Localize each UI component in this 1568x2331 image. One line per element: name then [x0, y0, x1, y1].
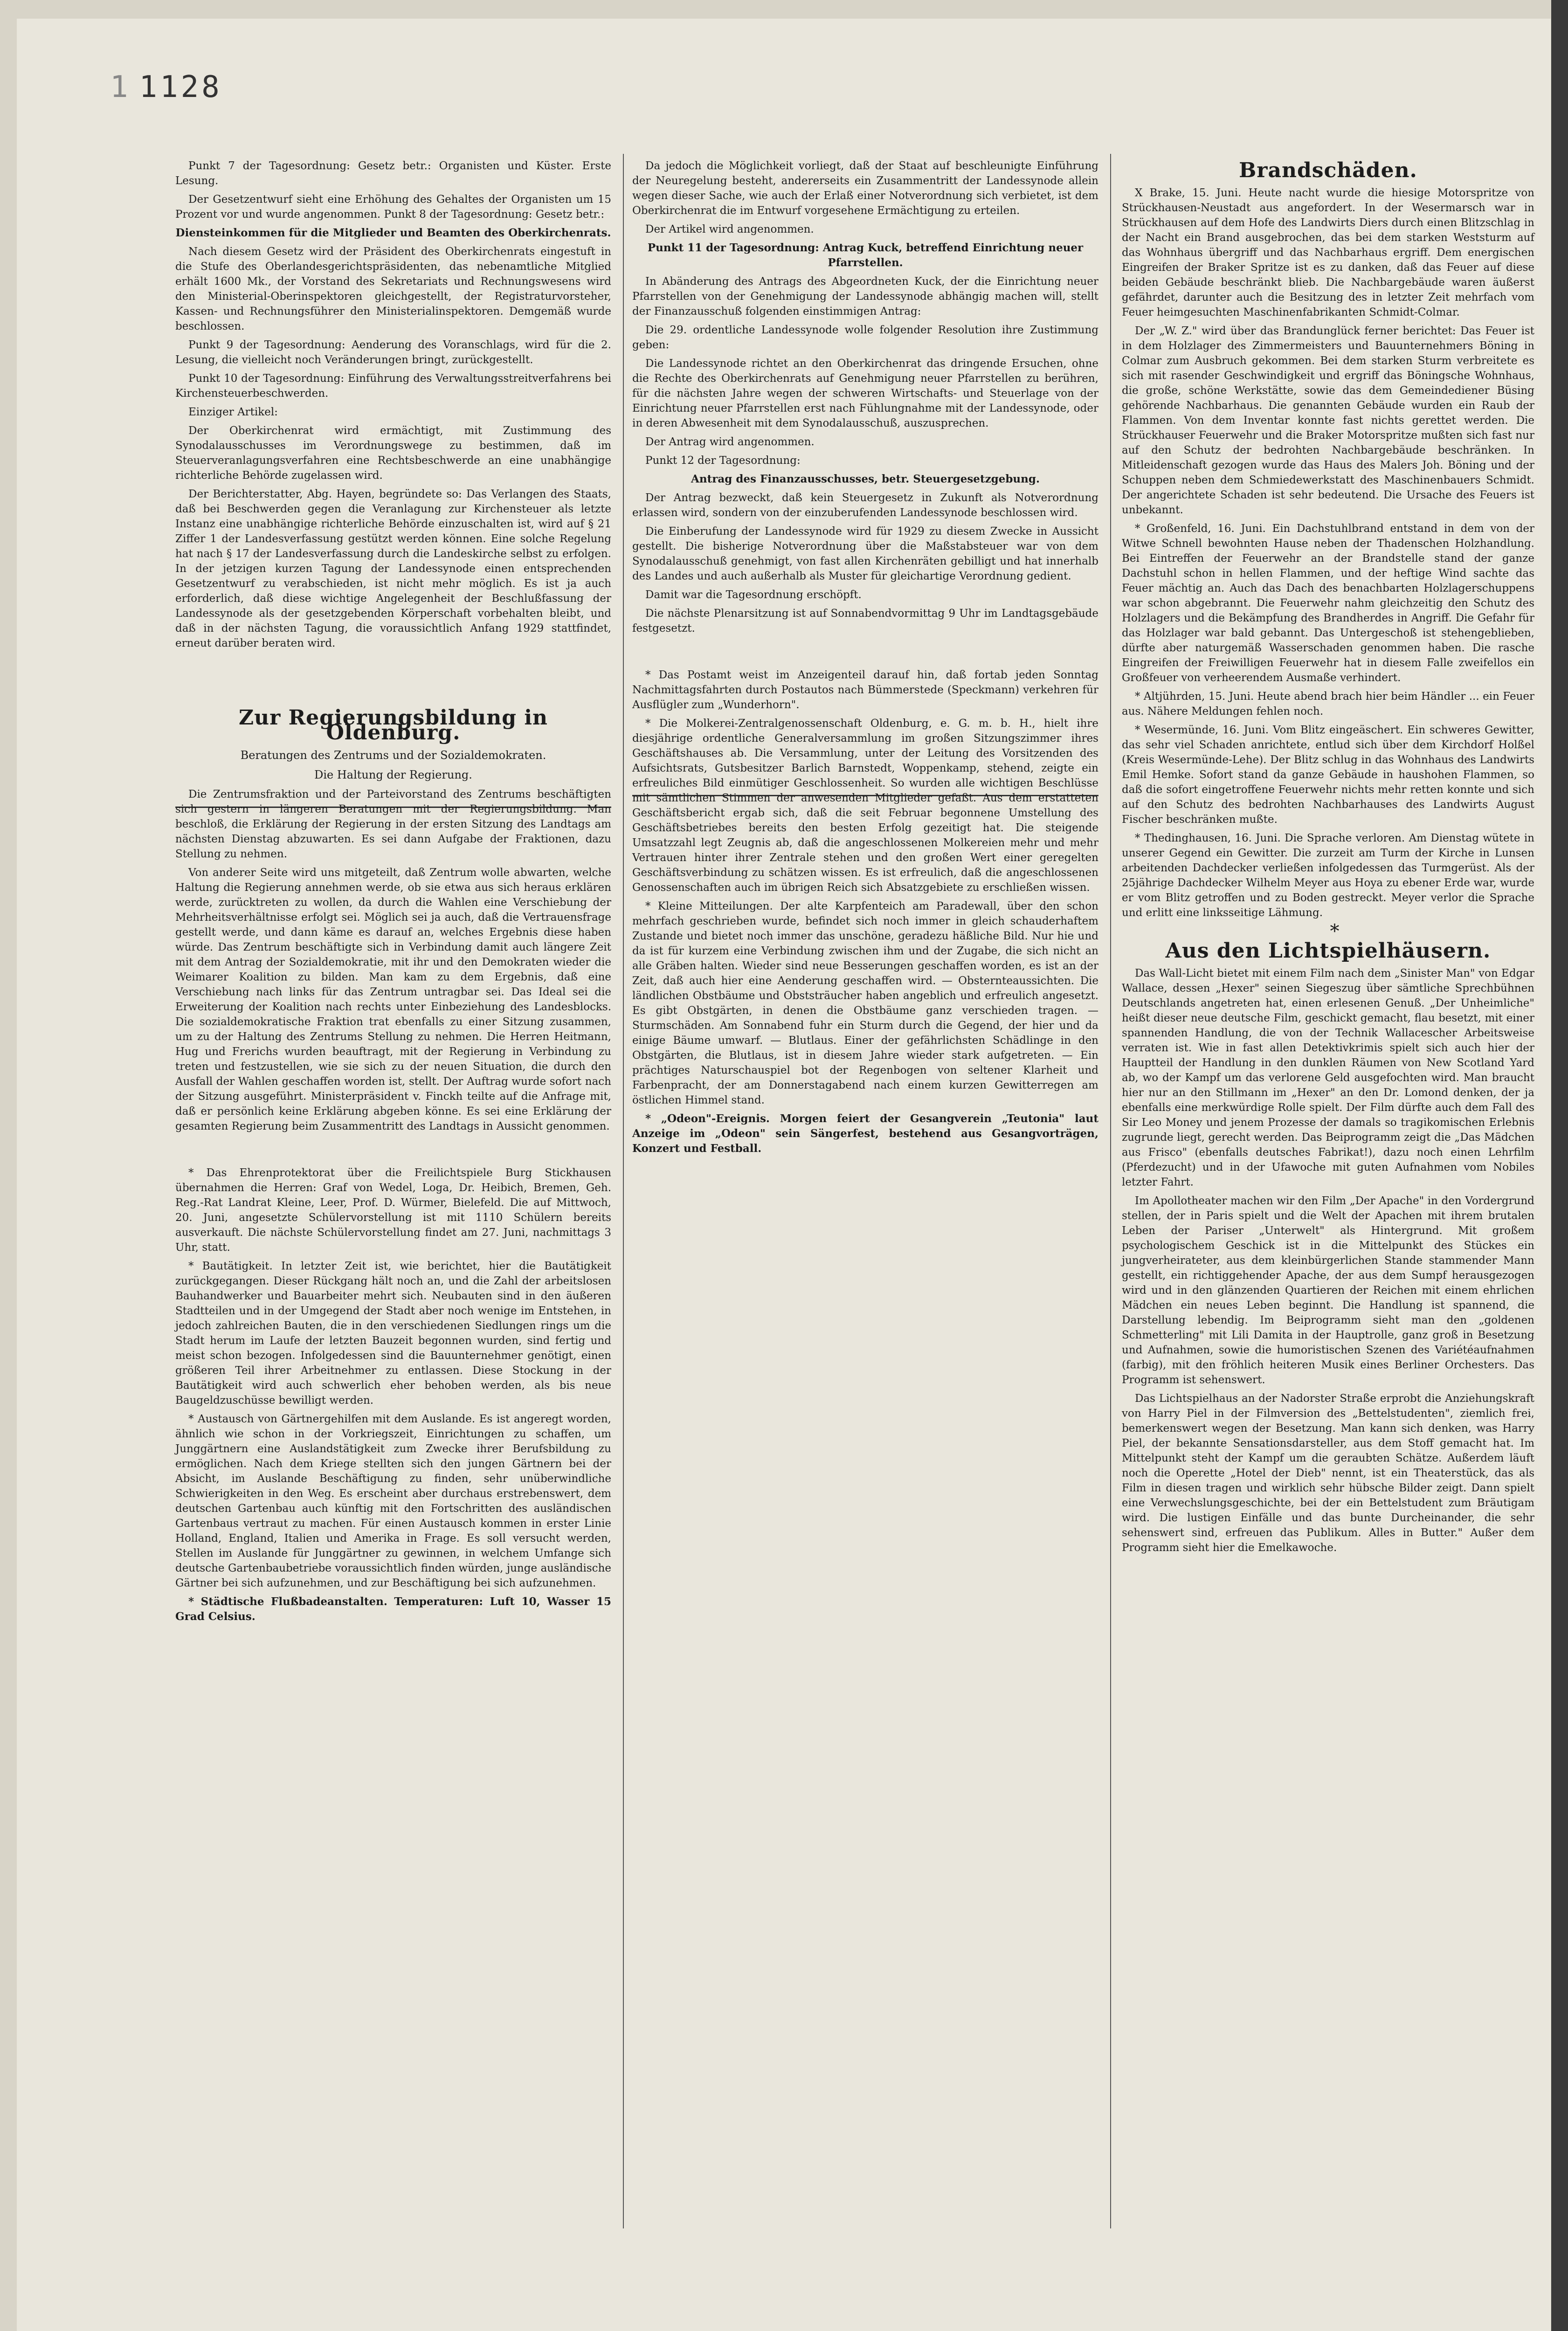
column-rule-right [1110, 154, 1111, 2228]
paragraph: Einziger Artikel: [188, 406, 278, 418]
paragraph: Der Berichterstatter, Abg. Hayen, begründete so: Das Verlangen des Staats, daß bei Beschwerden gegen die Veranlagung zur Kirchensteuer als letzte Instanz eine unabhängige richterliche Behörde einzuschalten ist, wird auf § 21 Ziffer 1 der Landesverfassung gestützt werden können. Eine solche Regelung hat nach § 17 der Landesverfassung durch die Landeskirche selbst zu erfolgen. In der jetzigen kurzen Tagung der Landessynode einen entsprechenden Gesetzentwurf zu verabschieden, ist nicht mehr möglich. Es ist ja auch erforderlich, daß diese wichtige Angelegenheit der Beschlußfassung der Landessynode als der gesetzgebenden Körperschaft vorbehalten bleibt, und daß in der nächsten Tagung, die voraussichtlich Anfang 1929 stattfindet, erneut darüber beraten wird. [175, 488, 611, 649]
paragraph: Punkt 12 der Tagesordnung: [645, 455, 801, 467]
local-news-item: * Städtische Flußbadeanstalten. Temperaturen: Luft 10, Wasser 15 Grad Celsius. [175, 1595, 611, 1623]
column-middle [632, 159, 1098, 1160]
fire-report: X Brake, 15. Juni. Heute nacht wurde die hiesige Motorspritze von Strückhausen-Neustadt aus angefordert. In der Wesermarsch war in Strückhausen auf dem Hofe des Landwirts Diers durch einen Blitzschlag in der Nacht ein Brand ausgebrochen, das bei dem starken Weststurm auf das Wohnhaus übergriff und das Nachbarhaus ergriff. Dem energischen Eingreifen der Braker Spritze ist es zu danken, daß das Feuer auf diese beiden Gebäude beschränkt blieb. Die Nachbargebäude waren äußerst gefährdet, darunter auch die Besitzung des in letzter Zeit mehrfach vom Feuer heimgesuchten Maschinenfabrikanten Schmidt-Colmar. [1122, 187, 1534, 318]
paragraph: Die nächste Plenarsitzung ist auf Sonnabendvormittag 9 Uhr im Landtagsgebäude festgesetzt. [632, 607, 1098, 634]
subheadline: Beratungen des Zentrums und der Sozialdemokraten. [240, 749, 546, 762]
section-heading: Diensteinkommen für die Mitglieder und Beamten des Oberkirchenrats. [175, 227, 611, 239]
headline-cinemas: Aus den Lichtspielhäusern. [1165, 939, 1491, 963]
fire-report: * Wesermünde, 16. Juni. Vom Blitz eingeäschert. Ein schweres Gewitter, das sehr viel Schaden anrichtete, entlud sich über dem Kirchdorf Holßel (Kreis Wesermünde-Lehe). Der Blitz schlug in das Wohnhaus des Landwirts Emil Hemke. Sofort stand da ganze Gebäude in haushohen Flammen, so daß die sofort eingetroffene Feuerwehr nichts mehr retten konnte und sich auf den Schutz des bedrohten Nachbarhauses des Landwirts August Fischer beschränken mußte. [1122, 724, 1534, 826]
newspaper-page [17, 19, 1551, 2331]
cinema-review: Im Apollotheater machen wir den Film „Der Apache" in den Vordergrund stellen, der in Paris spielt und die Welt der Apachen mit ihrem brutalen Leben der Pariser „Unterwelt" als Hintergrund. Mit großem psychologischem Geschick ist in die Mittelpunkt des Stückes ein jungverheirateter, aus dem kleinbürgerlichen Stande stammender Mann gestellt, ein richtiggehender Apache, der aus dem Sumpf herausgezogen wird und in den glänzenden Quartieren der Reichen mit einem ehrlichen Mädchen ein neues Leben beginnt. Die Handlung ist spannend, die Darstellung lebendig. Im Beiprogramm sieht man den „goldenen Schmetterling" mit Lili Damita in der Hauptrolle, ganz groß in Besetzung und Aufnahmen, sowie die humoristischen Szenen des Variétéaufnahmen (farbig), mit den fröhlich heiteren Musik eines Berliner Orchesters. Das Programm ist sehenswert. [1122, 1195, 1534, 1386]
paragraph: Die Einberufung der Landessynode wird für 1929 zu diesem Zwecke in Aussicht gestellt. Die bisherige Notverordnung über die Maßstabsteuer war von dem Synodalausschuß genehmigt, von fast allen Kirchenräten gebilligt und hat innerhalb des Landes und auch außerhalb als Muster für gleichartige Verordnung gedient. [632, 525, 1098, 582]
paragraph: Der Antrag wird angenommen. [645, 436, 815, 448]
margin-mark: 1 [110, 70, 131, 104]
section-divider-star: * [1330, 921, 1340, 942]
local-news-item: * Das Ehrenprotektorat über die Freilichtspiele Burg Stickhausen übernahmen die Herren: Graf von Wedel, Loga, Dr. Heibich, Bremen, Geh. Reg.-Rat Landrat Kleine, Leer, Prof. D. Würmer, Bielefeld. Die auf Mittwoch, 20. Juni, angesetzte Schülervorstellung ist mit 1110 Schülern bereits ausverkauft. Die nächste Schülervorstellung findet am 27. Juni, nachmittags 3 Uhr, statt. [175, 1167, 611, 1254]
paragraph: Die Zentrumsfraktion und der Parteivorstand des Zentrums beschäftigten sich gestern in längeren Beratungen mit der Regierungsbildung. Man beschloß, die Erklärung der Regierung in der ersten Sitzung des Landtags am nächsten Dienstag abzuwarten. Es sei dann Aufgabe der Fraktionen, dazu Stellung zu nehmen. [175, 788, 611, 860]
fire-report: * Thedinghausen, 16. Juni. Die Sprache verloren. Am Dienstag wütete in unserer Gegend ein Gewitter. Die zurzeit am Turm der Kirche in Lunsen arbeitenden Dachdecker verließen infolgedessen das Turmgerüst. Als der 25jährige Dachdecker Wilhelm Meyer aus Hoya zu ebener Erde war, wurde er vom Blitz getroffen und zu Boden gestreckt. Meyer verlor die Sprache und erlitt eine linksseitige Lähmung. [1122, 832, 1534, 919]
paragraph: Damit war die Tagesordnung erschöpft. [645, 589, 862, 601]
cinema-review: Das Lichtspielhaus an der Nadorster Straße erprobt die Anziehungskraft von Harry Piel in der Filmversion des „Bettelstudenten", ziemlich frei, bemerkenswert wegen der Besetzung. Man kann sich denken, was Harry Piel, der bekannte Sensationsdarsteller, aus dem Stoff gemacht hat. Im Mittelpunkt steht der Kampf um die geraubten Schätze. Außerdem läuft noch die Operette „Hotel der Dieb" nennt, ist ein Theaterstück, das als Film in diesen tragen und wirklich sehr hübsche Bilder zeigt. Dann spielt eine Verwechslungsgeschichte, bei der ein Bettelstudent zum Bräutigam wird. Die lustigen Einfälle und das bunte Durcheinander, die sehr sehenswert sind, erfreuen das Publikum. Alles in Butter." Außer dem Programm sieht hier die Emelkawoche. [1122, 1393, 1534, 1554]
fire-report: * Altjührden, 15. Juni. Heute abend brach hier beim Händler ... ein Feuer aus. Nähere Meldungen fehlen noch. [1122, 690, 1534, 717]
news-item: * Kleine Mitteilungen. Der alte Karpfenteich am Paradewall, über den schon mehrfach geschrieben wurde, befindet sich noch immer in gleich schauderhaftem Zustande und bietet noch immer das unschöne, geradezu häßliche Bild. Nur hie und da ist für kurzem eine Verbindung zwischen ihm und der Zugabe, die sich nicht an alle Gräben halten. Wieder sind neue Besserungen geschaffen worden, es ist an der Zeit, daß auch hier eine Aenderung geschaffen wird. — Obsternteaussichten. Die ländlichen Obstbäume und Obststräucher haben angeblich und erfreulich angesetzt. Es gibt Obstgärten, in denen die Obstbäume ganz verschieden tragen. — Sturmschäden. Am Sonnabend fuhr ein Sturm durch die Gegend, der hier und da einige Bäume umwarf. — Blutlaus. Einer der gefährlichsten Schädlinge in den Obstgärten, die Blutlaus, ist in diesem Jahre wieder stark aufgetreten. — Ein prächtiges Naturschauspiel bot der Regenbogen von seltener Klarheit und Farbenpracht, der am Donnerstagabend nach einem kurzen Gewitterregen am östlichen Himmel stand. [632, 900, 1098, 1106]
news-item: * Das Postamt weist im Anzeigenteil darauf hin, daß fortab jeden Sonntag Nachmittagsfahrten durch Postautos nach Bümmerstede (Speckmann) verkehren für Ausflügler zum „Wunderhorn". [632, 669, 1098, 711]
column-left [175, 159, 611, 1628]
paragraph: Die Landessynode richtet an den Oberkirchenrat das dringende Ersuchen, ohne die Rechte des Oberkirchenrats auf Genehmigung neuer Pfarrstellen zu berühren, für die nächsten Jahre wegen der schweren Wirtschafts- und Steuerlage von der Einrichtung neuer Pfarrstellen erst nach Fühlungnahme mit der Landessynode, oder in deren Abwesenheit mit dem Synodalausschuß, auszusprechen. [632, 358, 1098, 429]
paragraph: Der Antrag bezweckt, daß kein Steuergesetz in Zukunft als Notverordnung erlassen wird, sondern von der einzuberufenden Landessynode beschlossen wird. [632, 492, 1098, 519]
headline-government: Zur Regierungsbildung in Oldenburg. [238, 706, 548, 745]
scan-edge [1551, 0, 1568, 2331]
paragraph: Der Gesetzentwurf sieht eine Erhöhung des Gehaltes der Organisten um 15 Prozent vor und wurde angenommen. Punkt 8 der Tagesordnung: Gesetz betr.: [175, 193, 611, 221]
subheadline-2: Die Haltung der Regierung. [314, 768, 472, 781]
page-number [110, 70, 222, 104]
cinema-review: Das Wall-Licht bietet mit einem Film nach dem „Sinister Man" von Edgar Wallace, dessen „Hexer" seinen Siegeszug über sämtliche Sprechbühnen Deutschlands angetreten hat, einen erlesenen Genuß. „Der Unheimliche" heißt dieser neue deutsche Film, geschickt gemacht, flau besetzt, mit einer spannenden Handlung, die von der Technik Wallacescher Arbeitsweise verraten ist. Wie in fast allen Detektivkrimis spielt sich auch hier der Hauptteil der Handlung in den dunklen Räumen von New Scotland Yard ab, wo der Kampf um das verlorene Geld ausgefochten wird. Man braucht hier nur an den Stillmann im „Hexer" an den Dr. Lomond denken, der ja ebenfalls eine merkwürdige Rolle spielt. Der Film dürfte auch dem Fall des Sir Leo Money und jenem Prozesse der damals so tragikomischen Erlebnis zugrunde liegt, gerecht werden. Das Beiprogramm zeigt die „Das Mädchen aus Frisco" (ebenfalls deutsches Fabrikat!), dazu noch einen Lehrfilm (Pferdezucht) und in der Ufawoche mit guten Aufnahmen vom Nobiles letzter Fahrt. [1122, 967, 1534, 1188]
paragraph: Der Artikel wird angenommen. [645, 223, 814, 235]
headline-fires: Brandschäden. [1239, 159, 1417, 182]
paragraph: Der Oberkirchenrat wird ermächtigt, mit Zustimmung des Synodalausschusses im Verordnungswege zu bestimmen, daß im Steuerveranlagungsverfahren eine Rechtsbeschwerde an eine unabhängige richterliche Behörde zugelassen wird. [175, 425, 611, 482]
column-right [1122, 159, 1534, 1559]
paragraph: Die 29. ordentliche Landessynode wolle folgender Resolution ihre Zustimmung geben: [632, 324, 1098, 351]
paragraph: Punkt 9 der Tagesordnung: Aenderung des Voranschlags, wird für die 2. Lesung, die vielleicht noch Veränderungen bringt, zurückgestellt. [175, 339, 611, 366]
paragraph: Punkt 10 der Tagesordnung: Einführung des Verwaltungsstreitverfahrens bei Kirchensteuerbeschwerden. [175, 372, 611, 400]
news-item: * Die Molkerei-Zentralgenossenschaft Oldenburg, e. G. m. b. H., hielt ihre diesjährige ordentliche Generalversammlung im großen Sitzungszimmer ihres Geschäftshauses ab. Die Versammlung, unter der Leitung des Vorsitzenden des Aufsichtsrats, Gutsbesitzer Barlich Barnstedt, Woppenkamp, stehend, zeigte ein erfreuliches Bild einmütiger Geschlossenheit. So wurden alle wichtigen Beschlüsse mit sämtlichen Stimmen der anwesenden Mitglieder gefaßt. Aus dem erstatteten Geschäftsbericht ergab sich, daß die seit Februar begonnene Umstellung des Geschäftsbetriebes bereits den besten Erfolg gezeitigt hat. Die steigende Umsatzzahl legt Zeugnis ab, daß die angeschlossenen Molkereien mehr und mehr Vertrauen hinter ihrer Zentrale stehen und den großen Wert einer geregelten Geschäftsverbindung zu schätzen wissen. Es ist erfreulich, daß die angeschlossenen Genossenschaften auch im übrigen Reich sich Absatzgebiete zu erschließen wissen. [632, 717, 1098, 894]
section-heading: Antrag des Finanzausschusses, betr. Steuergesetzgebung. [691, 473, 1040, 485]
fire-report: * Großenfeld, 16. Juni. Ein Dachstuhlbrand entstand in dem von der Witwe Schnell bewohnten Hause neben der Thadenschen Holzhandlung. Bei Eintreffen der Feuerwehr an der Brandstelle stand der ganze Dachstuhl schon in hellen Flammen, und der heftige Wind sachte das Feuer mächtig an. Auch das Dach des benachbarten Holzlagerschuppens war schon abgebrannt. Die Feuerwehr nahm gleichzeitig den Schutz des Holzlagers und die Bekämpfung des Brandherdes in Angriff. Die Gefahr für das Holzlager war bald gebannt. Das Untergeschoß ist stehengeblieben, dürfte aber naturgemäß Wasserschaden genommen haben. Die rasche Eingreifen der Freiwilligen Feuerwehr hat in diesem Falle zweifellos ein Großfeuer von verheerendem Ausmaße verhindert. [1122, 523, 1534, 684]
paragraph: Punkt 7 der Tagesordnung: Gesetz betr.: Organisten und Küster. Erste Lesung. [175, 160, 611, 187]
local-news-item: * Bautätigkeit. In letzter Zeit ist, wie berichtet, hier die Bautätigkeit zurückgegangen. Dieser Rückgang hält noch an, und die Zahl der arbeitslosen Bauhandwerker und Bauarbeiter mehrt sich. Neubauten sind in den äußeren Stadtteilen und in der Umgegend der Stadt aber noch wenige im Entstehen, in jedoch zahlreichen Bauten, die in den verschiedenen Siedlungen rings um die Stadt herum im Laufe der letzten Bauzeit begonnen wurden, sind fertig und meist schon bezogen. Infolgedessen sind die Bauunternehmer genötigt, einen größeren Teil ihrer Arbeitnehmer zu entlassen. Diese Stockung in der Bautätigkeit wird auch schwerlich eher behoben werden, als bis neue Baugeldzuschüsse bewilligt werden. [175, 1260, 611, 1407]
paragraph: In Abänderung des Antrags des Abgeordneten Kuck, der die Einrichtung neuer Pfarrstellen von der Genehmigung der Landessynode abhängig machen will, stellt der Finanzausschuß folgenden einstimmigen Antrag: [632, 276, 1098, 317]
fire-report: Der „W. Z." wird über das Brandunglück ferner berichtet: Das Feuer ist in dem Holzlager des Zimmermeisters und Bauunternehmers Böning in Colmar zum Ausbruch gekommen. Bei dem starken Sturm verbreitete es sich mit rasender Geschwindigkeit und ergriff das Böningsche Wohnhaus, die große, schöne Werkstätte, sowie das dem Gemeindediener Büsing gehörende Nachbarhaus. Die genannten Gebäude wurden ein Raub der Flammen. Von dem Inventar konnte fast nichts gerettet werden. Die Strückhauser Feuerwehr und die Braker Motorspritze mußten sich fast nur auf den Schutz der bedrohten Nachbargebäude beschränken. In Mitleidenschaft gezogen wurde das Haus des Malers Joh. Böning und der Schuppen neben dem Schmiedewerkstatt des Maschinenbauers Schmidt. Der angerichtete Schaden ist sehr bedeutend. Die Ursache des Feuers ist unbekannt. [1122, 325, 1534, 516]
page-number-value: 1128 [139, 70, 222, 104]
section-heading: Punkt 11 der Tagesordnung: Antrag Kuck, betreffend Einrichtung neuer Pfarrstellen. [647, 241, 1084, 269]
local-news-item: * Austausch von Gärtnergehilfen mit dem Auslande. Es ist angeregt worden, ähnlich wie schon in der Vorkriegszeit, Einrichtungen zu schaffen, um Junggärtnern eine Auslandstätigkeit zum Zwecke ihrer Berufsbildung zu ermöglichen. Nach dem Kriege stellten sich den jungen Gärtnern bei der Absicht, im Auslande Beschäftigung zu finden, sehr unüberwindliche Schwierigkeiten in den Weg. Es erscheint aber durchaus erstrebenswert, dem deutschen Gartenbau auch künftig mit den Fortschritten des ausländischen Gartenbaus vertraut zu machen. Für einen Austausch kommen in erster Linie Holland, England, Italien und Amerika in Frage. Es soll versucht werden, Stellen im Auslande für Junggärtner zu gewinnen, in welchem Umfange sich deutsche Gartenbaubetriebe voraussichtlich finden würden, junge ausländische Gärtner bei sich aufzunehmen, und zur Beschäftigung bei sich aufzunehmen. [175, 1413, 611, 1589]
column-rule-left [623, 154, 624, 2228]
paragraph: Da jedoch die Möglichkeit vorliegt, daß der Staat auf beschleunigte Einführung der Neuregelung besteht, andererseits ein Zusammentritt der Landessynode allein wegen dieser Sache, wie auch der Erlaß einer Notverordnung sich verbietet, ist dem Oberkirchenrat die im Entwurf vorgesehene Ermächtigung zu erteilen. [632, 160, 1098, 217]
paragraph: Von anderer Seite wird uns mitgeteilt, daß Zentrum wolle abwarten, welche Haltung die Regierung annehmen werde, ob sie etwa aus sich heraus erklären werde, zurücktreten zu wollen, da durch die Wahlen eine Verschiebung der Mehrheitsverhältnisse erfolgt sei. Möglich sei ja auch, daß die Vertrauensfrage gestellt werde, und dann käme es darauf an, welches Ergebnis diese haben würde. Das Zentrum beschäftigte sich in Verbindung damit auch längere Zeit mit dem Antrag der Sozialdemokratie, mit ihr und den Demokraten wieder die Weimarer Koalition zu bilden. Man kam zu dem Ergebnis, daß eine Verschiebung nach links für das Zentrum untragbar sei. Das Ideal sei die Erweiterung der Koalition nach rechts unter Einbeziehung des Landesblocks. Die sozialdemokratische Fraktion trat ebenfalls zu einer Sitzung zusammen, um zu der Haltung des Zentrums Stellung zu nehmen. Die Herren Heitmann, Hug und Frerichs wurden beauftragt, mit der Regierung in Verbindung zu treten und festzustellen, wie sie sich zu der neuen Situation, die durch den Ausfall der Wahlen geschaffen worden ist, stellt. Der Auftrag wurde sofort nach der Sitzung ausgeführt. Ministerpräsident v. Finckh teilte auf die Anfrage mit, daß er persönlich keine Erklärung abgeben könne. Es sei eine Erklärung der gesamten Regierung beim Zusammentritt des Landtags in Aussicht genommen. [175, 867, 611, 1132]
news-item: * „Odeon"-Ereignis. Morgen feiert der Gesangverein „Teutonia" laut Anzeige im „Odeon" sein Sängerfest, bestehend aus Gesangvorträgen, Konzert und Festball. [632, 1112, 1098, 1155]
paragraph: Nach diesem Gesetz wird der Präsident des Oberkirchenrats eingestuft in die Stufe des Oberlandesgerichtspräsidenten, das nebenamtliche Mitglied erhält 1600 Mk., der Vorstand des Sekretariats und Rechnungswesens wird den Ministerial-Oberinspektoren gleichgestellt, der Registraturvorsteher, Kassen- und Rechnungsführer den Ministerialinspektoren. Demgemäß wurde beschlossen. [175, 246, 611, 332]
